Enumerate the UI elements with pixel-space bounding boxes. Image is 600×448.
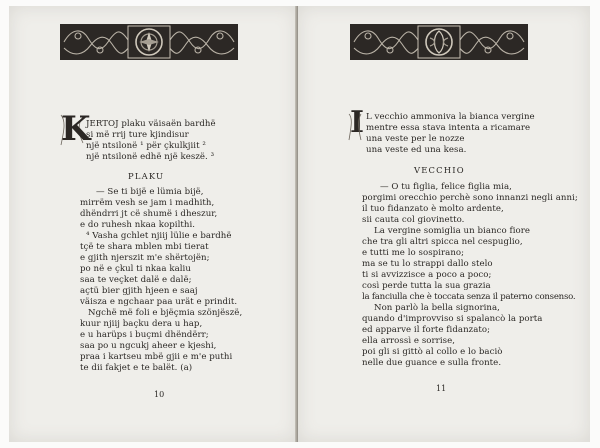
right-speaker-heading: VECCHIO	[414, 165, 465, 175]
left-body-line-5: ⁴ Vasha gchlet njiij lülie e bardhë	[86, 231, 232, 241]
left-intro-line-4: një ntsilonë edhë një keszë. ³	[86, 152, 215, 162]
left-body-line-12: Ngchë më foli e bjëçmia szönjëszë,	[88, 308, 243, 318]
left-body-line-16: praa i kartseu mbë gjii e m'e puthi	[80, 352, 233, 362]
right-body-line-4: sii cauta col giovinetto.	[362, 215, 465, 225]
right-intro-line-4: una veste ed una kesa.	[366, 145, 467, 155]
right-body-line-16: poi gli si gittò al collo e lo baciò	[362, 347, 503, 357]
left-body-line-17: te dii fakjet e te balët. (a)	[80, 363, 193, 373]
right-intro-line-2: mentre essa stava intenta a ricamare	[366, 123, 531, 133]
left-page-number: 10	[154, 390, 165, 399]
right-body-line-8: ma se tu lo strappi dallo stelo	[362, 259, 493, 269]
headpiece-ornament-right	[350, 24, 528, 60]
left-intro-line-3: një ntsilonë ¹ për çkulkjiit ²	[86, 141, 206, 151]
left-speaker-heading: PLAKU	[128, 171, 165, 181]
left-body-line-14: e u harüps i buçmi dhëndërr;	[80, 330, 209, 340]
dropcap-k: K	[61, 109, 91, 149]
left-body-line-4: e do ruhesh nkaa kopilthi.	[80, 220, 196, 230]
left-body-line-11: väisza e ngchaar paa urät e prindit.	[80, 297, 238, 307]
left-intro-line-2: si më rrij ture kjindisur	[86, 130, 189, 140]
left-body-line-10: açtü bier gjith hjeen e saaj	[80, 286, 198, 296]
left-intro-line-1: JERTOJ plaku väisaën bardhë	[86, 119, 216, 129]
right-intro-line-1: L vecchio ammoniva la bianca vergine	[366, 112, 535, 122]
headpiece-ornament-left	[60, 24, 238, 60]
left-body-line-7: e gjith njerszit m'e shërtojën;	[80, 253, 210, 263]
right-body-line-6: che tra gli altri spicca nel cespuglio,	[362, 237, 523, 247]
right-body-line-17: nelle due guance e sulla fronte.	[362, 358, 502, 368]
right-body-line-7: e tutti me lo sospirano;	[362, 248, 465, 258]
right-page-number: 11	[436, 384, 447, 393]
right-body-line-15: ella arrossì e sorrise,	[362, 336, 455, 346]
left-body-line-2: mirrëm vesh se jam i madhith,	[80, 198, 215, 208]
right-body-line-11: la fanciulla che è toccata senza il paterno consenso.	[362, 292, 576, 302]
dropcap-ornament-right	[347, 105, 365, 146]
right-body-line-12: Non parlò la bella signorina,	[374, 303, 500, 313]
left-body-line-13: kuur njiij baçku dera u hap,	[80, 319, 203, 329]
left-body-line-8: po në e çkul ti nkaa kaliu	[80, 264, 191, 274]
right-body-line-2: porgimi orecchio perchè sono innanzi negli anni;	[362, 193, 578, 203]
right-body-line-1: — O tu figlia, felice figlia mia,	[380, 182, 512, 192]
left-body-line-9: saa te veçket dalë e dalë;	[80, 275, 192, 285]
right-body-line-13: quando d'improvviso si spalancò la porta	[362, 314, 543, 324]
left-body-line-15: saa po u ngcukj aheer e kjeshi,	[80, 341, 217, 351]
right-intro-line-3: una veste per le nozze	[366, 134, 465, 144]
right-body-line-10: così perde tutta la sua grazia	[362, 281, 491, 291]
dropcap-i: I	[350, 105, 365, 140]
right-body-line-9: ti si avvizzisce a poco a poco;	[362, 270, 492, 280]
left-body-line-3: dhëndrri jt cë shumë i dheszur,	[80, 209, 218, 219]
right-body-line-3: il tuo fidanzato è molto ardente,	[362, 204, 504, 214]
right-body-line-5: La vergine somiglia un bianco fiore	[374, 226, 531, 236]
left-body-line-1: — Se ti bijë e lümia bijë,	[96, 187, 204, 197]
left-body-line-6: tçë te shara mblen mbi tierat	[80, 242, 209, 252]
right-body-line-14: ed apparve il forte fidanzato;	[362, 325, 491, 335]
